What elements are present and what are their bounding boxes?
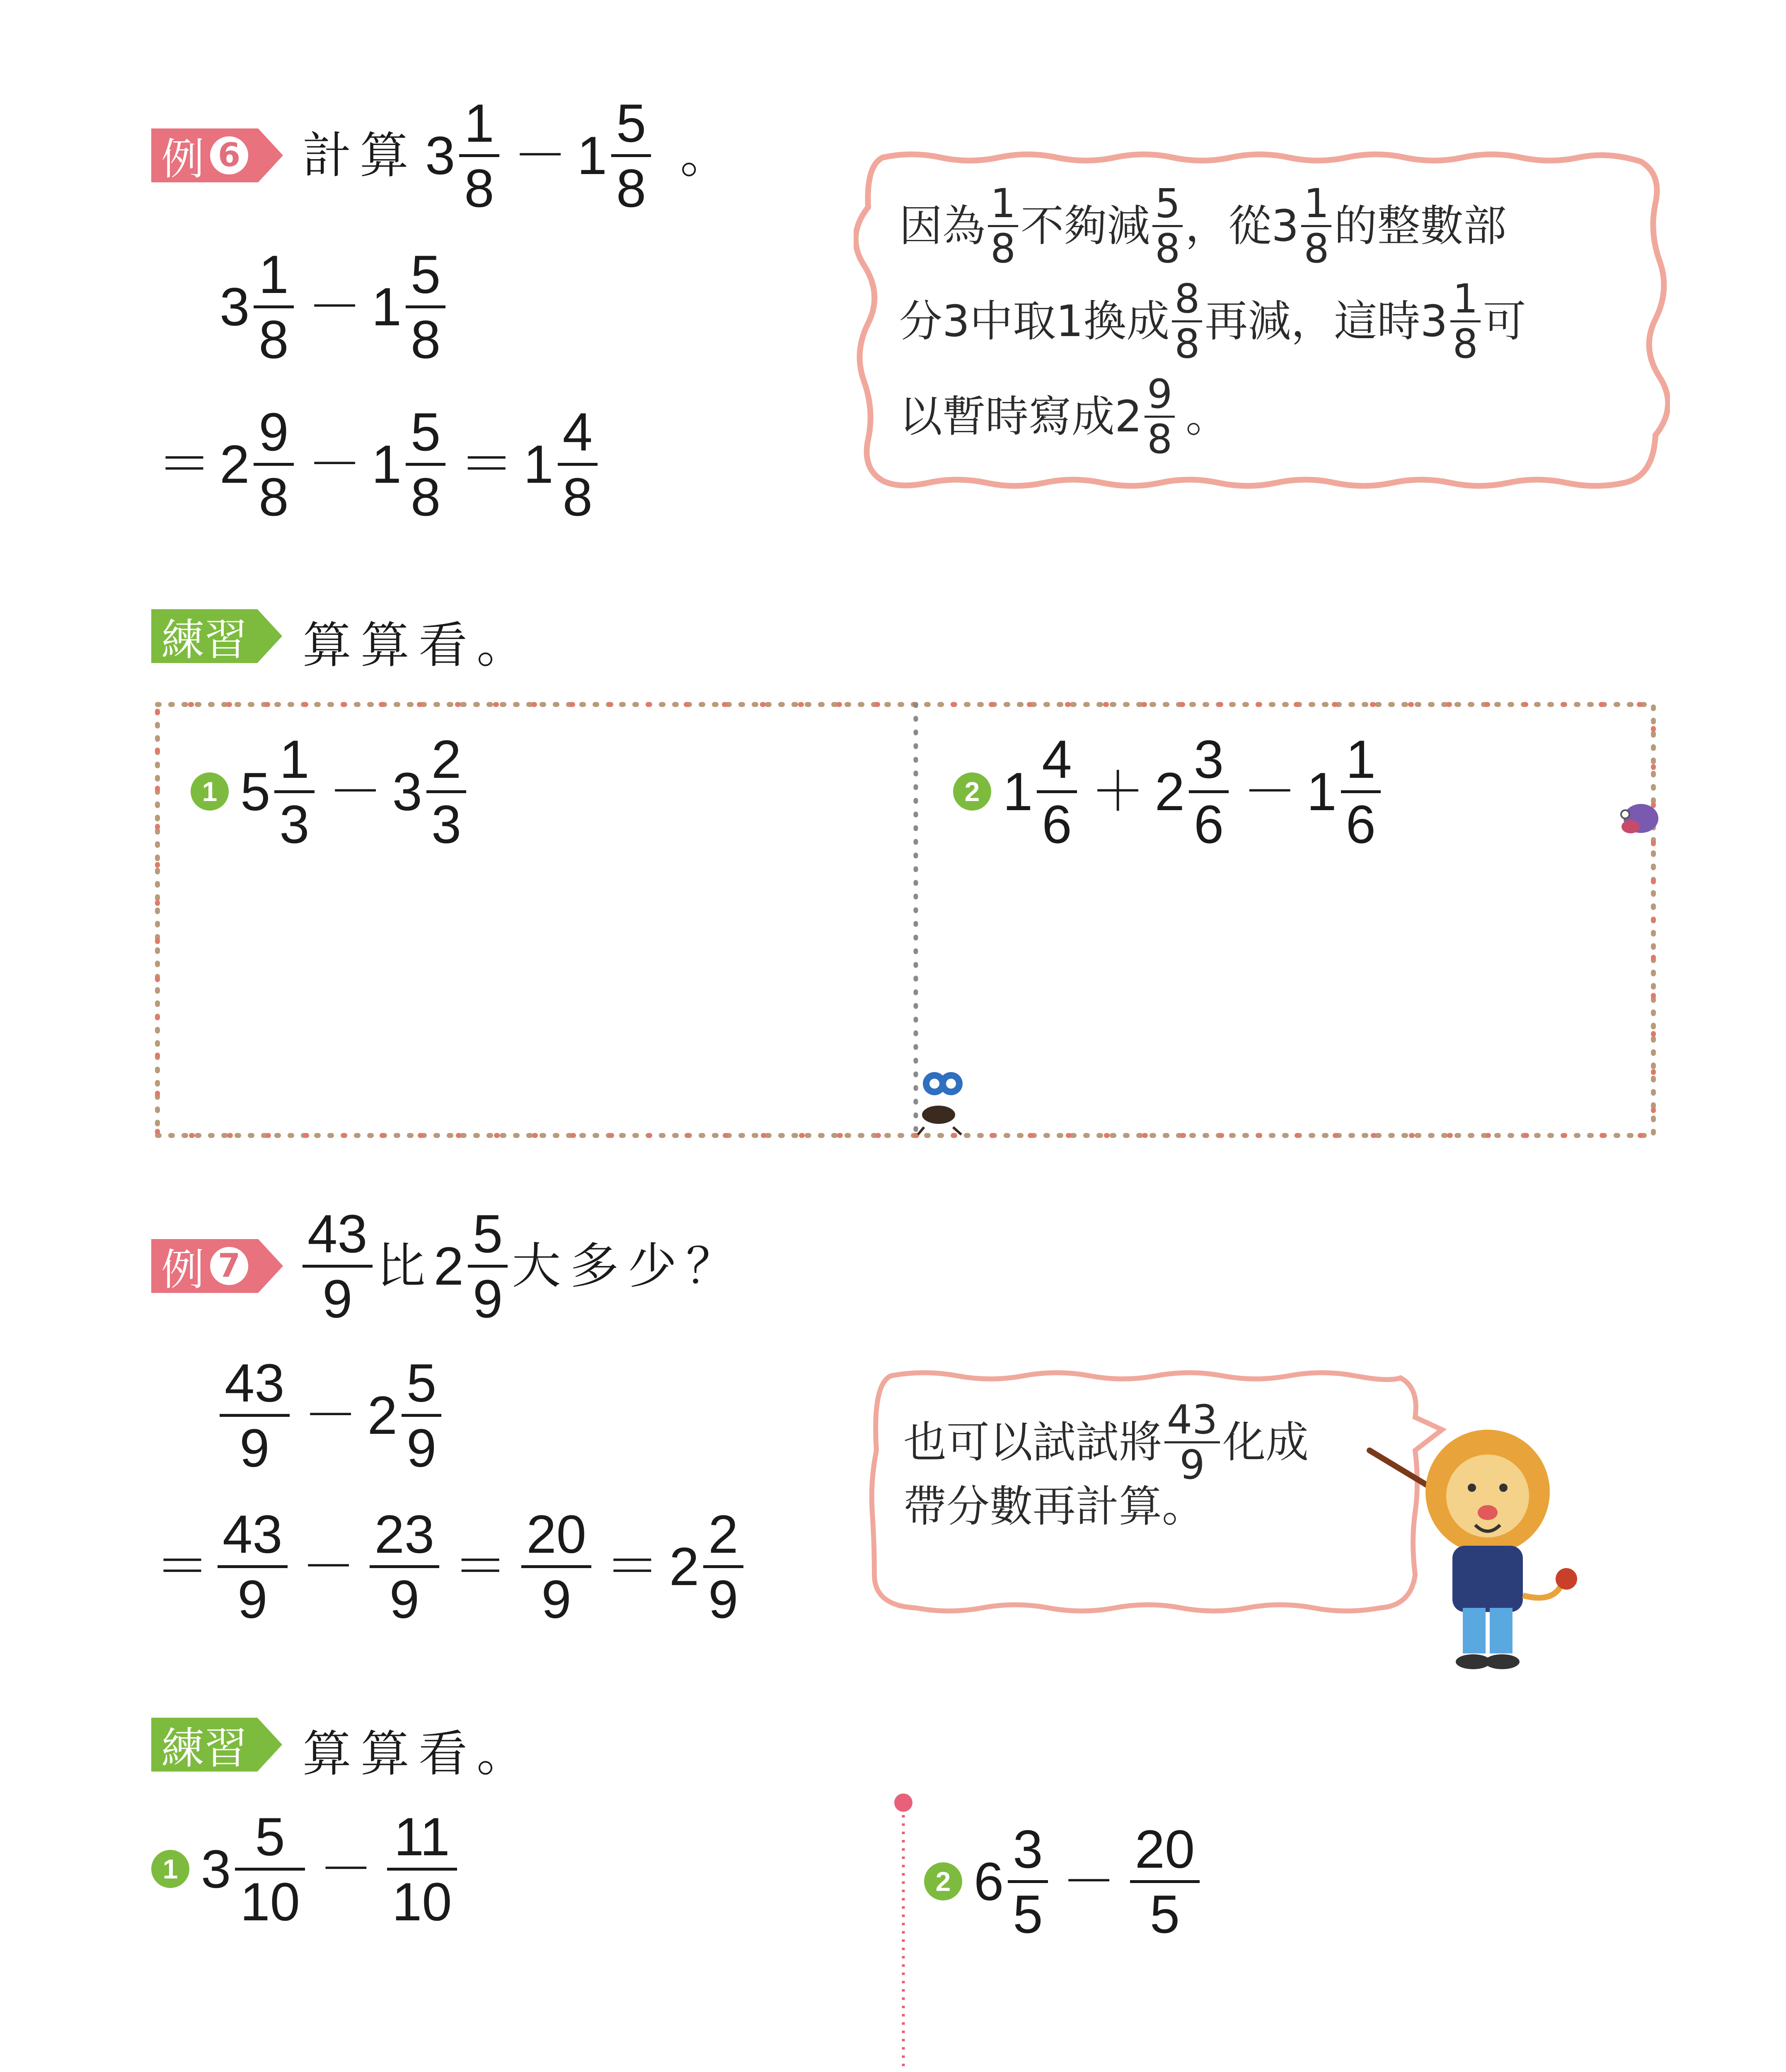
fraction: $\frac{43}{9}$: [218, 1507, 288, 1626]
fraction: $\frac{11}{10}$: [387, 1810, 457, 1929]
equals: ＝: [155, 1536, 210, 1597]
whole: 2: [1154, 761, 1185, 822]
whole: 3: [220, 276, 250, 337]
note-text-ex6: 因為 $\frac{1}{8}$ 不夠減 $\frac{5}{8}$ ，從3 $\frac{1}{8}$ 的整數部 分3中取1換成 $\frac{8}{8}$ 再減，這時3 $\frac{1}{8}$ 可 以暫時寫成2 $\frac{9}{8}$ 。: [899, 180, 1526, 462]
whole: 3: [201, 1839, 231, 1899]
example-6-step-1: [220, 240, 450, 373]
whole: 1: [523, 434, 554, 494]
operator: －: [513, 125, 567, 186]
dotted-divider: [891, 1790, 916, 2072]
whole: 3: [425, 125, 455, 186]
whole: 2: [220, 434, 250, 494]
equals: ＝: [460, 434, 514, 494]
badge-label: 例: [161, 1244, 205, 1295]
fraction: $\frac{43}{9}$: [303, 1207, 373, 1326]
fraction: $\frac{1}{8}$: [254, 247, 293, 366]
operator: ＋: [1091, 761, 1145, 822]
whole: 2: [367, 1385, 397, 1445]
equals: ＝: [605, 1536, 659, 1597]
badge-label: 例: [161, 134, 205, 184]
practice-1-badge: [151, 609, 282, 663]
fraction: $\frac{4}{8}$: [558, 405, 598, 524]
practice-1-question-2: [953, 725, 1385, 858]
example-7-question: [298, 1200, 744, 1332]
operator: －: [1243, 761, 1297, 822]
fraction: $\frac{43}{9}$: [220, 1356, 290, 1475]
text: 比: [376, 1237, 426, 1295]
note-text-ex7: 也可以試試將 $\frac{43}{9}$ 化成 帶分數再計算。: [903, 1396, 1309, 1532]
operator: －: [1062, 1851, 1116, 1912]
example-6-step-2: [157, 398, 602, 530]
whole: 1: [371, 276, 402, 337]
question-number: 2: [924, 1862, 962, 1900]
practice-1-prompt: 算算看。: [303, 617, 535, 674]
question-number: 1: [191, 772, 229, 811]
practice-2-prompt: 算算看。: [303, 1725, 535, 1782]
whole: 1: [1003, 761, 1033, 822]
prompt-text: 計算: [303, 127, 417, 184]
fraction: $\frac{23}{9}$: [370, 1507, 440, 1626]
butterfly-icon: [1616, 796, 1666, 845]
whole: 1: [577, 125, 607, 186]
fraction: $\frac{5}{10}$: [235, 1810, 305, 1929]
practice-2-question-2: [924, 1815, 1204, 1948]
example-6-question: [303, 89, 729, 222]
whole: 5: [240, 761, 271, 822]
fraction: $\frac{1}{6}$: [1341, 732, 1381, 851]
fraction: $\frac{1}{8}$: [459, 96, 499, 215]
fraction: $\frac{3}{6}$: [1189, 732, 1229, 851]
fraction: $\frac{5}{9}$: [468, 1207, 508, 1326]
badge-label: 練習: [161, 1723, 248, 1774]
fraction: $\frac{2}{9}$: [703, 1507, 743, 1626]
badge-label: 練習: [161, 615, 248, 665]
question-number: 1: [151, 1850, 189, 1888]
fraction: $\frac{5}{8}$: [611, 96, 651, 215]
operator: －: [328, 761, 382, 822]
whole: 2: [433, 1236, 464, 1296]
practice-2-question-1: [151, 1803, 461, 1935]
fraction: $\frac{1}{3}$: [274, 732, 314, 851]
operator: －: [307, 434, 362, 494]
text: 大多少？: [512, 1237, 744, 1295]
fraction: $\frac{5}{8}$: [406, 405, 445, 524]
whole: 2: [669, 1536, 699, 1597]
badge-number: 7: [210, 1247, 248, 1285]
period: 。: [680, 127, 729, 184]
practice-1-question-1: [191, 725, 470, 858]
whole: 1: [371, 434, 402, 494]
badge-number: 6: [210, 136, 248, 174]
fraction: $\frac{20}{9}$: [521, 1507, 591, 1626]
fraction: $\frac{2}{3}$: [426, 732, 466, 851]
example-7-step-2: [155, 1500, 748, 1633]
operator: －: [303, 1385, 358, 1445]
fraction: $\frac{20}{5}$: [1130, 1822, 1200, 1941]
fraction: $\frac{3}{5}$: [1008, 1822, 1048, 1941]
ant-icon: [916, 1065, 970, 1135]
example-7-step-1: [215, 1349, 445, 1481]
fraction: $\frac{4}{6}$: [1037, 732, 1077, 851]
whole: 1: [1307, 761, 1337, 822]
operator: －: [301, 1536, 356, 1597]
example-6-badge: [151, 128, 283, 182]
fraction: $\frac{5}{8}$: [406, 247, 445, 366]
practice-2-badge: [151, 1718, 282, 1772]
example-7-badge: [151, 1239, 283, 1293]
question-number: 2: [953, 772, 991, 811]
fraction: $\frac{5}{9}$: [402, 1356, 441, 1475]
operator: －: [319, 1839, 373, 1899]
equals: ＝: [157, 434, 212, 494]
lion-teacher-illustration: [1363, 1430, 1595, 1674]
whole: 3: [392, 761, 422, 822]
fraction: $\frac{9}{8}$: [254, 405, 293, 524]
equals: ＝: [453, 1536, 508, 1597]
whole: 6: [974, 1851, 1004, 1912]
operator: －: [307, 276, 362, 337]
